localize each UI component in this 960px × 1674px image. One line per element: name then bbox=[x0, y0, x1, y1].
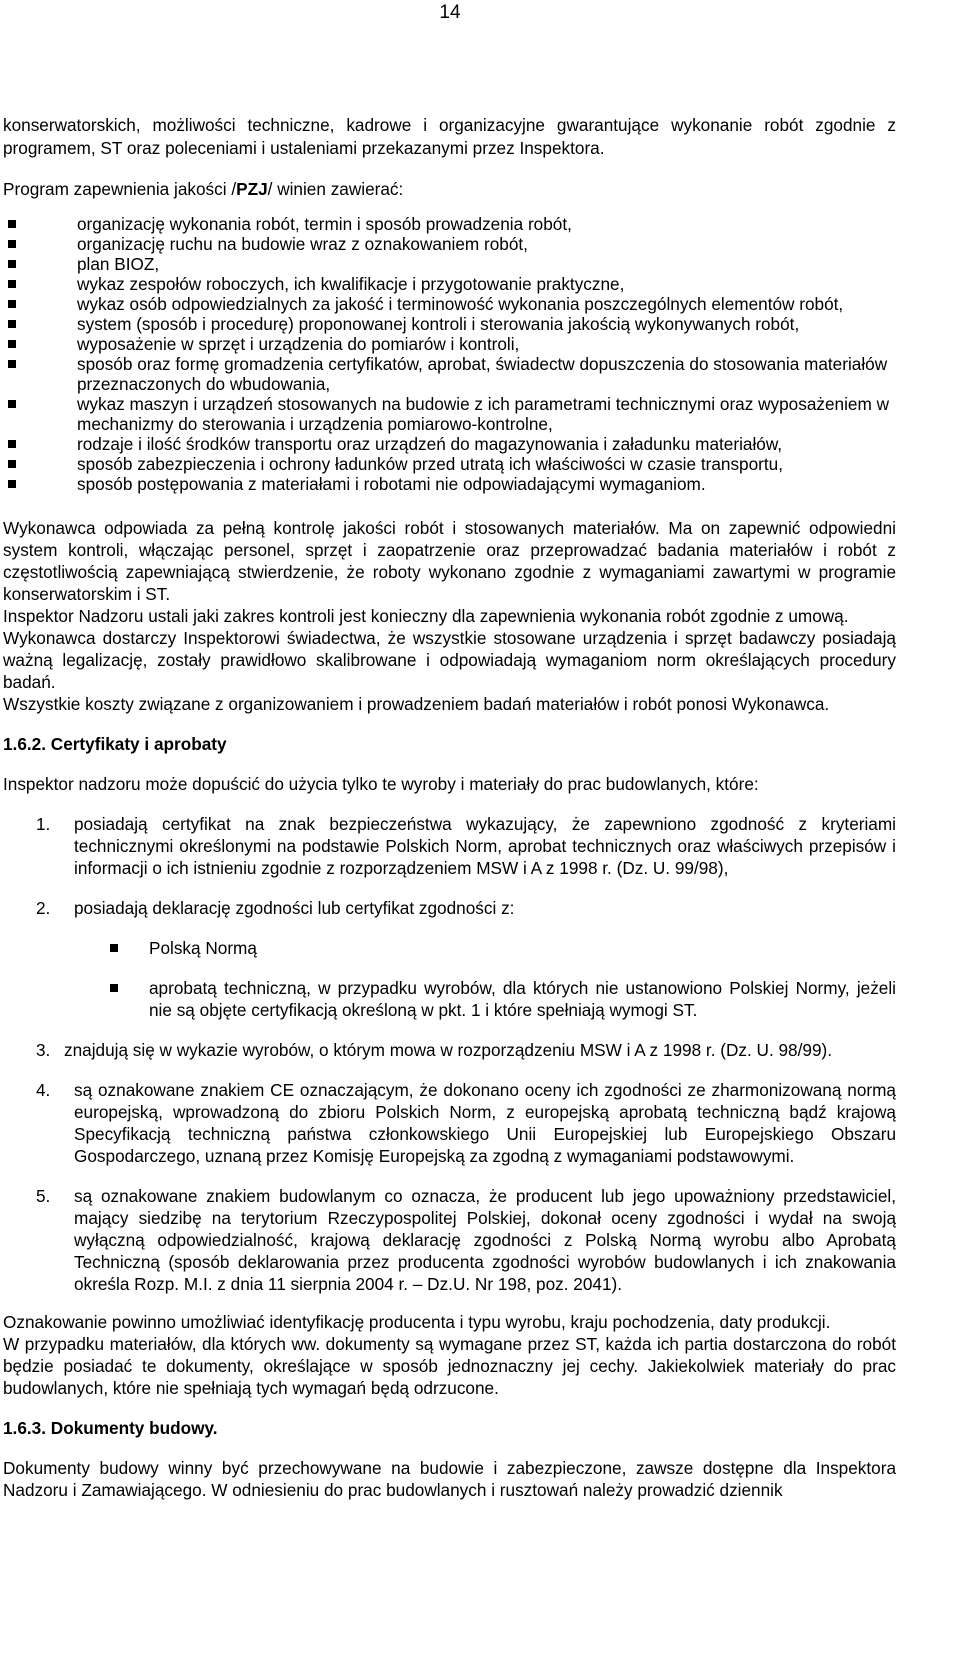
list-item: wykaz osób odpowiedzialnych za jakość i terminowość wykonania poszczególnych elementów robót, bbox=[3, 294, 896, 314]
document-body bbox=[3, 114, 896, 1501]
list-item: organizację wykonania robót, termin i sposób prowadzenia robót, bbox=[3, 214, 896, 234]
cert-list bbox=[3, 813, 896, 1295]
list-item: sposób zabezpieczenia i ochrony ładunków przed utratą ich właściwości w czasie transportu, bbox=[3, 454, 896, 474]
list-item: wyposażenie w sprzęt i urządzenia do pomiarów i kontroli, bbox=[3, 334, 896, 354]
paragraph-koszty: Wszystkie koszty związane z organizowaniem i prowadzeniem badań materiałów i robót ponosi Wykonawca. bbox=[3, 694, 830, 714]
list-item: 3. znajdują się w wykazie wyrobów, o którym mowa w rozporządzeniu MSW i A z 1998 r. (Dz. U. 98/99). bbox=[36, 1040, 833, 1060]
list-item: 2. posiadają deklarację zgodności lub certyfikat zgodności z: Polską Normą aprobatą techniczną, w przypadku wyrobów, dla których nie ustanowiono Polskiej Normy, jeżeli nie są objęte certyfikacją określoną w pkt. 1 i które spełniają wymogi ST. bbox=[3, 897, 896, 1021]
list-item: sposób oraz formę gromadzenia certyfikatów, aprobat, świadectw dopuszczenia do stosowania materiałów przeznaczonych do wbudowania, bbox=[3, 354, 896, 394]
page-number: 14 bbox=[439, 2, 461, 23]
list-item: wykaz zespołów roboczych, ich kwalifikacje i przygotowanie praktyczne, bbox=[3, 274, 896, 294]
paragraph-dokumenty: Dokumenty budowy winny być przechowywane na budowie i zabezpieczone, zawsze dostępne dla Inspektora Nadzoru i Zamawiającego. W odniesieniu do prac budowlanych i rusztowań należy prowadzić dziennik bbox=[3, 1458, 896, 1500]
paragraph-inspektor: Inspektor Nadzoru ustali jaki zakres kontroli jest konieczny dla zapewnienia wykonania robót zgodnie z umową. bbox=[3, 606, 849, 626]
cert-sub-list bbox=[3, 937, 896, 1021]
section-heading-1-6-3: 1.6.3. Dokumenty budowy. bbox=[3, 1418, 218, 1438]
list-item: organizację ruchu na budowie wraz z oznakowaniem robót, bbox=[3, 234, 896, 254]
list-item: sposób postępowania z materiałami i robotami nie odpowiadającymi wymaganiom. bbox=[3, 474, 896, 494]
paragraph-wykonawca-1: Wykonawca odpowiada za pełną kontrolę jakości robót i stosowanych materiałów. Ma on zapewnić odpowiedni system kontroli, włączając personel, sprzęt i zaopatrzenie oraz przeprowadzać badania materiałów i robót z częstotliwością zapewniającą stwierdzenie, że roboty wykonano zgodnie z wymaganiami zawartymi w programie konserwatorskim i ST. bbox=[3, 518, 896, 604]
list-item: wykaz maszyn i urządzeń stosowanych na budowie z ich parametrami technicznymi oraz wyposażeniem w mechanizmy do sterowania i urządzenia pomiarowo-kontrolne, bbox=[3, 394, 896, 434]
list-item: plan BIOZ, bbox=[3, 254, 896, 274]
list-item: rodzaje i ilość środków transportu oraz urządzeń do magazynowania i załadunku materiałów, bbox=[3, 434, 896, 454]
list-item: 4. są oznakowane znakiem CE oznaczającym, że dokonano oceny ich zgodności ze zharmonizowaną normą europejską, wprowadzoną do zbioru Polskich Norm, z europejską aprobatą techniczną bądź krajową Specyfikacją techniczną państwa członkowskiego Unii Europejskiej lub Europejskiego Obszaru Gospodarczego, uznaną przez Komisję Europejską za zgodną z wymaganiami podstawowymi. bbox=[36, 1080, 896, 1166]
section-heading-1-6-2: 1.6.2. Certyfikaty i aprobaty bbox=[3, 734, 227, 754]
paragraph-wykonawca-2: Wykonawca dostarczy Inspektorowi świadectwa, że wszystkie stosowane urządzenia i sprzęt badawczy posiadają ważną legalizację, zostały prawidłowo skalibrowane i odpowiadają wymaganiom norm określających procedury badań. bbox=[3, 628, 896, 692]
program-intro: Program zapewnienia jakości /PZJ/ winien zawierać: bbox=[3, 179, 404, 199]
list-item: system (sposób i procedurę) proponowanej kontroli i sterowania jakością wykonywanych robót, bbox=[3, 314, 896, 334]
list-item: 5. są oznakowane znakiem budowlanym co oznacza, że producent lub jego upoważniony przedstawiciel, mający siedzibę na terytorium Rzeczypospolitej Polskiej, dokonał oceny zgodności i wydał na swoją wyłączną odpowiedzialność, krajową deklarację zgodności z Polską Normą wyrobu albo Aprobatą Techniczną (sposób deklarowania przez producenta zgodności wyrobów budowlanych i ich znakowania określa Rozp. M.I. z dnia 11 sierpnia 2004 r. – Dz.U. Nr 198, poz. 2041). bbox=[36, 1186, 896, 1294]
program-list bbox=[3, 214, 896, 494]
paragraph-oznakowanie-2: W przypadku materiałów, dla których ww. dokumenty są wymagane przez ST, każda ich partia dostarczona do robót będzie posiadać te dokumenty, określające w sposób jednoznaczny jej cechy. Jakiekolwiek materiały do prac budowlanych, które nie spełniają tych wymagań będą odrzucone. bbox=[3, 1334, 896, 1398]
cert-intro: Inspektor nadzoru może dopuścić do użycia tylko te wyroby i materiały do prac budowlanych, które: bbox=[3, 774, 759, 794]
list-item: 1. posiadają certyfikat na znak bezpieczeństwa wykazujący, że zapewniono zgodność z kryteriami technicznymi określonymi na podstawie Polskich Norm, aprobat technicznych oraz właściwych przepisów i informacji o ich istnieniu zgodnie z rozporządzeniem MSW i A z 1998 r. (Dz. U. 99/98), bbox=[36, 814, 896, 878]
list-item: Polską Normą bbox=[3, 937, 896, 959]
intro-paragraph: konserwatorskich, możliwości techniczne, kadrowe i organizacyjne gwarantujące wykonanie robót zgodnie z programem, ST oraz poleceniami i ustaleniami przekazanymi przez Inspektora. bbox=[3, 115, 896, 158]
paragraph-oznakowanie-1: Oznakowanie powinno umożliwiać identyfikację producenta i typu wyrobu, kraju pochodzenia, daty produkcji. bbox=[3, 1312, 831, 1332]
list-item: aprobatą techniczną, w przypadku wyrobów, dla których nie ustanowiono Polskiej Normy, jeżeli nie są objęte certyfikacją określoną w pkt. 1 i które spełniają wymogi ST. bbox=[3, 977, 896, 1021]
